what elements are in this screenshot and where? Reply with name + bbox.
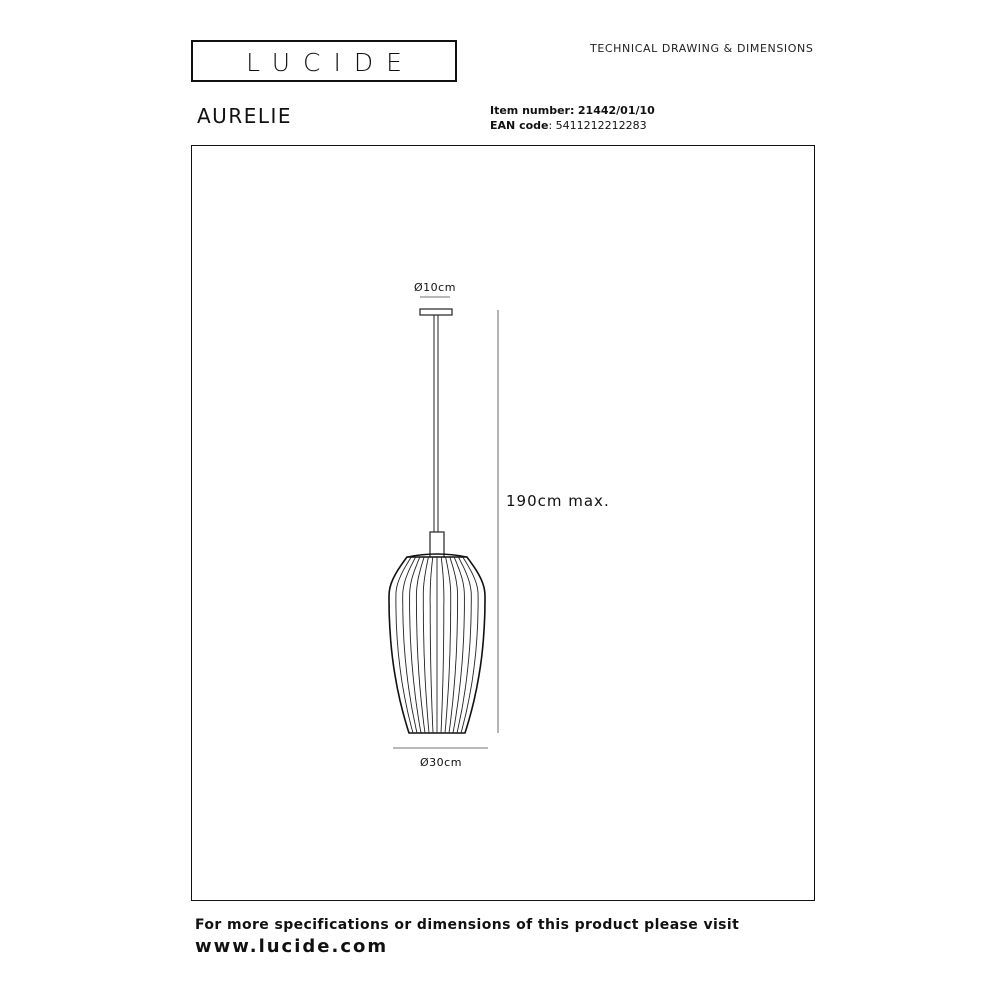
logo-text: LUCIDE [246,48,415,77]
item-number-label: Item number: [490,104,575,117]
canopy [420,309,452,315]
shade-diameter-label: Ø30cm [420,756,462,769]
footer-note: For more specifications or dimensions of this product please visit [195,917,740,933]
max-height-label: 190cm max. [506,492,610,510]
ean-value: : 5411212212283 [548,119,647,132]
ean-label: EAN code [490,119,549,132]
item-number-value: 21442/01/10 [577,104,655,117]
footer-url[interactable]: www.lucide.com [195,936,389,957]
canopy-diameter-label: Ø10cm [414,281,456,294]
section-title: TECHNICAL DRAWING & DIMENSIONS [590,42,814,55]
ribbed-shade [389,554,485,733]
product-name: AURELIE [197,104,293,128]
